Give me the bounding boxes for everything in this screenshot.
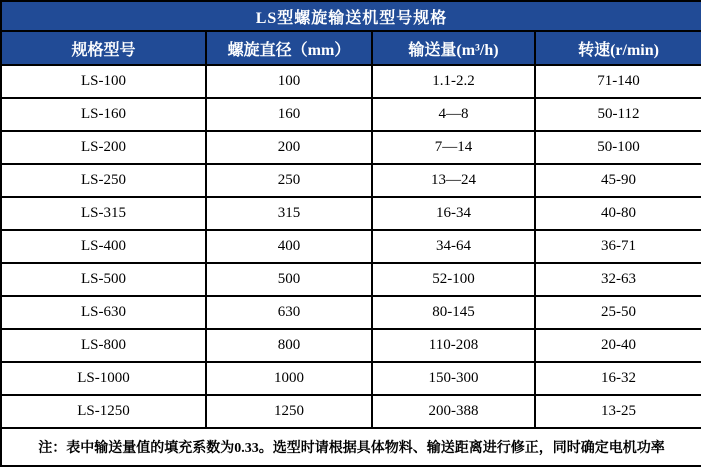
cell-capacity: 4—8 [372,98,535,131]
cell-diameter: 630 [206,296,372,329]
cell-diameter: 500 [206,263,372,296]
cell-model: LS-160 [1,98,206,131]
cell-capacity: 52-100 [372,263,535,296]
cell-diameter: 800 [206,329,372,362]
cell-model: LS-500 [1,263,206,296]
cell-model: LS-250 [1,164,206,197]
cell-speed: 25-50 [535,296,701,329]
cell-speed: 13-25 [535,395,701,428]
table-row [1,296,701,329]
table-row [1,263,701,296]
cell-speed: 50-112 [535,98,701,131]
cell-diameter: 1250 [206,395,372,428]
cell-diameter: 160 [206,98,372,131]
table-row [1,164,701,197]
cell-model: LS-630 [1,296,206,329]
table-row [1,98,701,131]
cell-model: LS-1250 [1,395,206,428]
table-note: 注：表中输送量值的填充系数为0.33。选型时请根据具体物料、输送距离进行修正，同时确定电机功率 [1,428,701,466]
cell-model: LS-200 [1,131,206,164]
cell-diameter: 100 [206,65,372,98]
cell-speed: 20-40 [535,329,701,362]
table-title: LS型螺旋输送机型号规格 [1,1,701,31]
table-row [1,395,701,428]
cell-capacity: 150-300 [372,362,535,395]
cell-model: LS-315 [1,197,206,230]
column-header-model: 规格型号 [1,31,206,65]
table-row [1,131,701,164]
column-header-diameter: 螺旋直径（mm） [206,31,372,65]
table-row [1,197,701,230]
cell-diameter: 400 [206,230,372,263]
column-header-capacity: 输送量(m³/h) [372,31,535,65]
table-row [1,65,701,98]
cell-capacity: 200-388 [372,395,535,428]
cell-diameter: 315 [206,197,372,230]
cell-capacity: 1.1-2.2 [372,65,535,98]
cell-speed: 32-63 [535,263,701,296]
cell-speed: 40-80 [535,197,701,230]
cell-capacity: 7—14 [372,131,535,164]
cell-speed: 16-32 [535,362,701,395]
table-header-row [1,31,701,65]
cell-diameter: 200 [206,131,372,164]
cell-diameter: 250 [206,164,372,197]
cell-capacity: 16-34 [372,197,535,230]
cell-speed: 36-71 [535,230,701,263]
table-row [1,362,701,395]
cell-capacity: 34-64 [372,230,535,263]
cell-speed: 50-100 [535,131,701,164]
cell-capacity: 13—24 [372,164,535,197]
cell-model: LS-100 [1,65,206,98]
cell-capacity: 80-145 [372,296,535,329]
table-note-row [1,428,701,466]
cell-model: LS-400 [1,230,206,263]
cell-model: LS-1000 [1,362,206,395]
cell-capacity: 110-208 [372,329,535,362]
table-title-row [1,1,701,31]
column-header-speed: 转速(r/min) [535,31,701,65]
cell-speed: 45-90 [535,164,701,197]
cell-model: LS-800 [1,329,206,362]
table-row [1,230,701,263]
cell-diameter: 1000 [206,362,372,395]
table-row [1,329,701,362]
cell-speed: 71-140 [535,65,701,98]
